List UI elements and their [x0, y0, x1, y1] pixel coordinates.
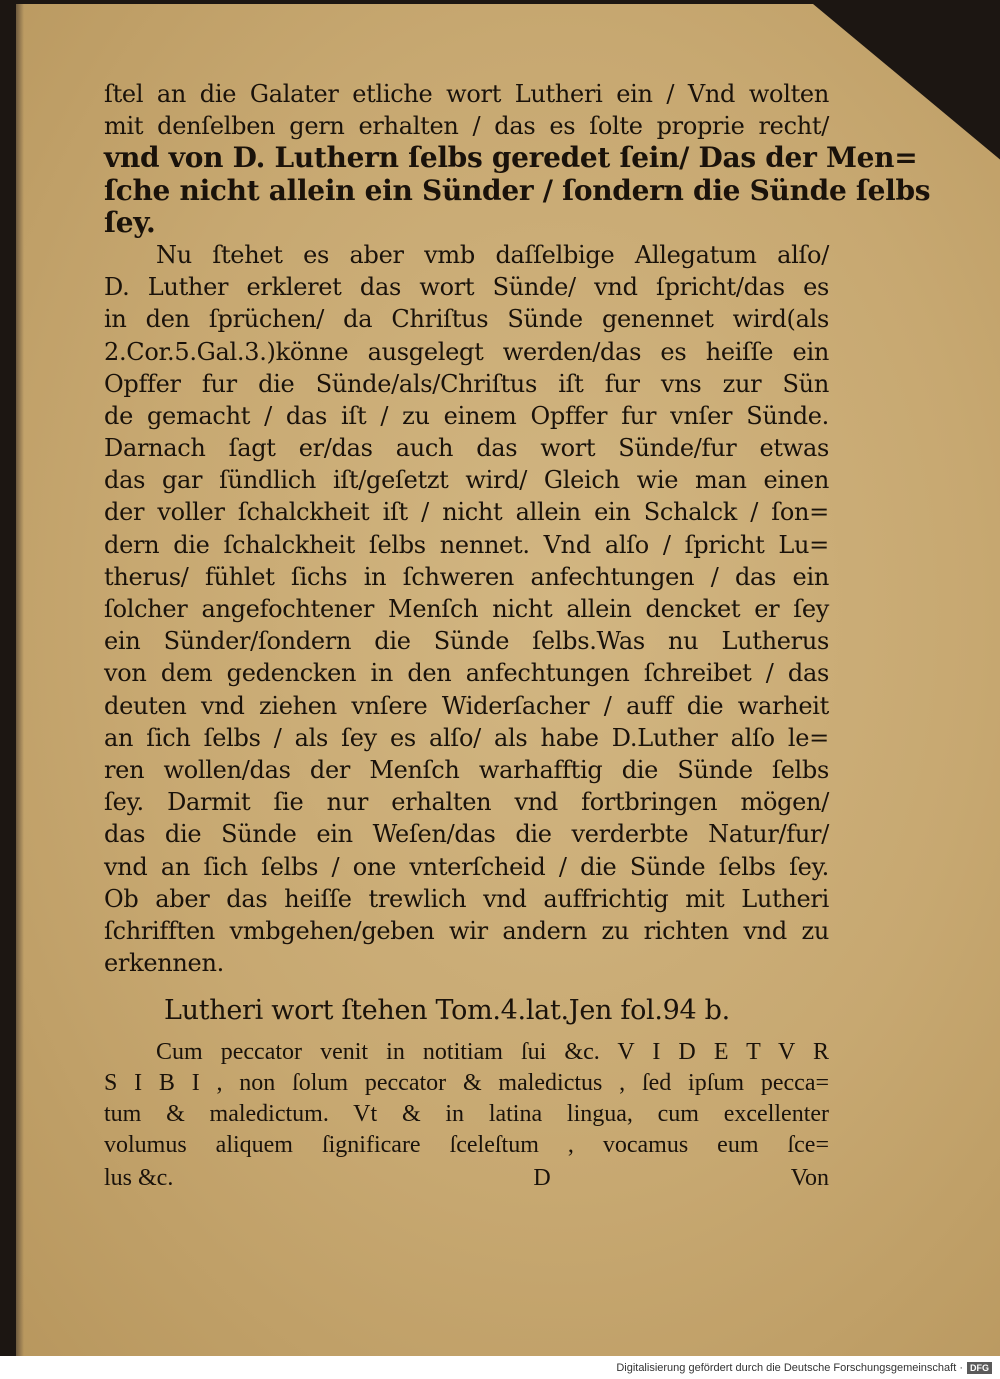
- text-line: ſche nicht allein ein Sünder / ſondern die Sünde ſelbs: [104, 173, 931, 207]
- catchword: Von: [790, 1165, 829, 1192]
- text-line: Opffer fur die Sünde/als/Chriſtus iſt fur vns zur Sün: [104, 369, 829, 398]
- text-line: vnd von D. Luthern ſelbs geredet ſein/ Das der Men=: [104, 141, 918, 175]
- text-line: de gemacht / das iſt / zu einem Opffer fur vnſer Sünde.: [104, 401, 829, 430]
- text-line: mit denſelben gern erhalten / das es ſolte proprie recht/: [104, 112, 829, 141]
- text-line: von dem gedencken in den anfechtungen ſchreibet / das: [104, 659, 829, 688]
- text-line: ſchrifften vmbgehen/geben wir andern zu richten vnd zu: [104, 916, 829, 945]
- text-line: 2.Cor.5.Gal.3.)könne ausgelegt werden/das es heiſſe ein: [104, 337, 829, 366]
- digitization-credit: [616, 1362, 992, 1374]
- german-text-block: [104, 78, 931, 979]
- text-line: das die Sünde ein Weſen/das die verderbte Natur/fur/: [104, 820, 829, 849]
- text-line: an ſich ſelbs / als ſey es alſo/ als habe D.Luther alſo le=: [104, 723, 829, 752]
- text-line: D. Luther erkleret das wort Sünde/ vnd ſpricht/das es: [104, 273, 829, 302]
- signature-mark: D: [533, 1165, 551, 1192]
- text-line: ſey.: [104, 205, 156, 239]
- text-line: ein Sünder/ſondern die Sünde ſelbs.Was nu Lutherus: [104, 627, 829, 656]
- text-line: deuten vnd ziehen vnſere Widerſacher / auff die warheit: [104, 691, 829, 720]
- dfg-logo: DFG: [967, 1362, 992, 1374]
- credit-text: Digitalisierung gefördert durch die Deutsche Forschungsgemeinschaft ·: [616, 1362, 963, 1374]
- citation-heading: Lutheri wort ſtehen Tom.4.lat.Jen fol.94 b.: [164, 995, 730, 1027]
- text-line: der voller ſchalckheit iſt / nicht allein ein Schalck / ſon=: [104, 498, 829, 527]
- page-footer: [104, 1161, 829, 1195]
- text-line: ſtel an die Galater etliche wort Lutheri ein / Vnd wolten: [104, 80, 829, 108]
- latin-line: Cum peccator venit in notitiam ſui &c. V I D E T V R: [156, 1039, 829, 1066]
- page-left-edge: [16, 4, 24, 1356]
- page-text: [104, 78, 931, 1195]
- latin-quotation-block: [104, 1037, 829, 1161]
- text-line: ſolcher angefochtener Menſch nicht allein dencket er ſey: [104, 595, 829, 623]
- text-line: erkennen.: [104, 949, 224, 978]
- text-line: therus/ fühlet ſichs in ſchweren anfechtungen / das ein: [104, 562, 829, 591]
- latin-quotation-end: lus &c.: [104, 1165, 174, 1192]
- text-line: ſey. Darmit ſie nur erhalten vnd fortbringen mögen/: [104, 788, 829, 817]
- text-line: Ob aber das heiſſe trewlich vnd auffrichtig mit Lutheri: [104, 884, 829, 913]
- latin-line: S I B I , non ſolum peccator & maledictus , ſed ipſum pecca=: [104, 1070, 829, 1097]
- text-line: Nu ſtehet es aber vmb daſſelbige Allegatum alſo/: [156, 240, 829, 269]
- text-line: vnd an ſich ſelbs / one vnterſcheid / die Sünde ſelbs ſey.: [104, 852, 829, 881]
- text-line: Darnach ſagt er/das auch das wort Sünde/fur etwas: [104, 434, 829, 463]
- text-line: in den ſprüchen/ da Chriſtus Sünde genennet wird(als: [104, 305, 829, 334]
- latin-line: volumus aliquem ſignificare ſceleſtum , vocamus eum ſce=: [104, 1132, 829, 1159]
- text-line: das gar ſündlich iſt/geſetzt wird/ Gleich wie man einen: [104, 466, 829, 495]
- text-line: dern die ſchalckheit ſelbs nennet. Vnd alſo / ſpricht Lu=: [104, 530, 829, 559]
- text-line: ren wollen/das der Menſch warhafftig die Sünde ſelbs: [104, 755, 829, 784]
- latin-line: tum & maledictum. Vt & in latina lingua, cum excellenter: [104, 1101, 829, 1128]
